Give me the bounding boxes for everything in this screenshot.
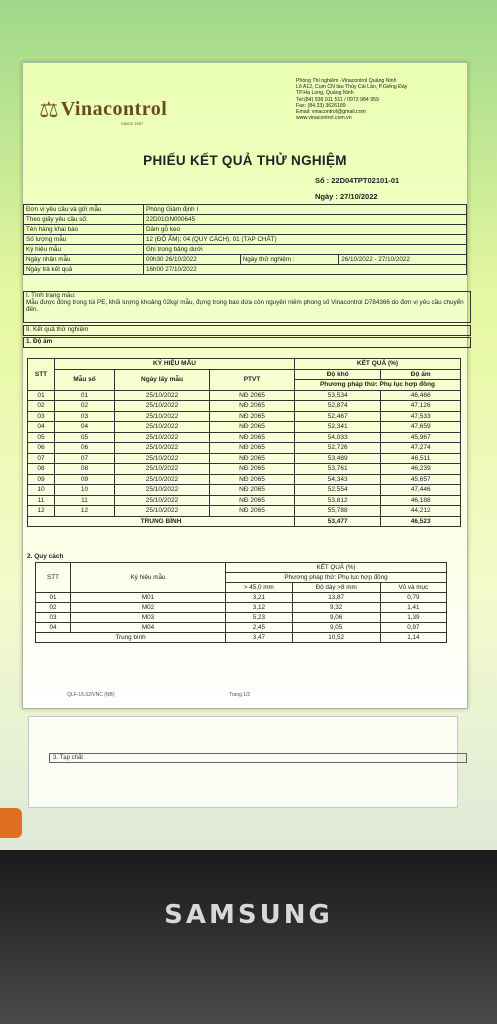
address-line: www.vinacontrol.com.vn bbox=[296, 115, 352, 122]
address-line: TP.Hạ Long, Quảng Ninh bbox=[296, 90, 354, 97]
logo-since: SINCE 1957 bbox=[121, 121, 144, 126]
vinacontrol-logo bbox=[39, 96, 168, 126]
table-row bbox=[28, 474, 461, 485]
sample-info-table bbox=[23, 204, 467, 275]
app-icon[interactable] bbox=[0, 808, 22, 838]
cell-dry: 52,341 bbox=[295, 422, 381, 433]
info-row bbox=[24, 265, 467, 275]
cell-stt: 10 bbox=[28, 485, 55, 496]
cell-c2: 9,05 bbox=[292, 623, 380, 633]
cell-date: 25/10/2022 bbox=[115, 401, 210, 412]
cell-moisture: 45,967 bbox=[381, 432, 461, 443]
cell-sample: M03 bbox=[71, 613, 226, 623]
cell-sample-no: 08 bbox=[55, 464, 115, 475]
info-label: Số lượng mẫu bbox=[24, 235, 144, 245]
info-extra-label: Ngày thử nghiệm : bbox=[240, 255, 339, 265]
cell-stt: 02 bbox=[28, 401, 55, 412]
col-sample-code: Ký hiệu mẫu bbox=[71, 563, 226, 593]
cell-stt: 04 bbox=[28, 422, 55, 433]
logo-name: Vinacontrol bbox=[60, 98, 168, 120]
monitor-bezel bbox=[0, 850, 497, 1024]
cell-vehicle: NĐ 2065 bbox=[210, 432, 295, 443]
page-number: Trang 1/2 bbox=[229, 692, 251, 698]
table-row bbox=[28, 495, 461, 506]
report-date: Ngày : 27/10/2022 bbox=[315, 192, 378, 201]
table-row bbox=[28, 506, 461, 517]
avg-label: TRUNG BÌNH bbox=[28, 516, 295, 527]
cell-dry: 53,489 bbox=[295, 453, 381, 464]
cell-moisture: 47,659 bbox=[381, 422, 461, 433]
info-label: Ngày nhận mẫu bbox=[24, 255, 144, 265]
info-row bbox=[24, 205, 467, 215]
cell-vehicle: NĐ 2065 bbox=[210, 474, 295, 485]
cell-sample-no: 05 bbox=[55, 432, 115, 443]
table-row bbox=[28, 485, 461, 496]
cell-c2: 9,32 bbox=[292, 603, 380, 613]
col-result: KẾT QUẢ (%) bbox=[226, 563, 447, 573]
info-value: Phòng Giám định I bbox=[144, 205, 467, 215]
cell-vehicle: NĐ 2065 bbox=[210, 506, 295, 517]
cell-c3: 0,97 bbox=[380, 623, 446, 633]
info-value: 00h30 26/10/2022 bbox=[144, 255, 241, 265]
sample-condition bbox=[23, 291, 471, 323]
cell-date: 25/10/2022 bbox=[115, 443, 210, 454]
sample-condition-title: I. Tình trạng mẫu: bbox=[26, 292, 76, 299]
cell-c3: 1,39 bbox=[380, 613, 446, 623]
cell-c1: 5,23 bbox=[226, 613, 293, 623]
table-header-row bbox=[28, 359, 461, 370]
col-moisture: Độ ẩm bbox=[381, 369, 461, 380]
cell-sample-no: 06 bbox=[55, 443, 115, 454]
cell-stt: 06 bbox=[28, 443, 55, 454]
cell-sample-no: 02 bbox=[55, 401, 115, 412]
info-row bbox=[24, 225, 467, 235]
cell-date: 25/10/2022 bbox=[115, 411, 210, 422]
lab-address bbox=[296, 78, 466, 121]
cell-c3: 0,79 bbox=[380, 593, 446, 603]
cell-sample-no: 10 bbox=[55, 485, 115, 496]
cell-vehicle: NĐ 2065 bbox=[210, 443, 295, 454]
cell-dry: 52,467 bbox=[295, 411, 381, 422]
table-row bbox=[28, 411, 461, 422]
cell-dry: 52,726 bbox=[295, 443, 381, 454]
cell-vehicle: NĐ 2065 bbox=[210, 464, 295, 475]
report-number: Số : 22D04TPT02101-01 bbox=[315, 176, 400, 185]
cell-dry: 52,874 bbox=[295, 401, 381, 412]
avg-dry: 53,477 bbox=[295, 516, 381, 527]
address-line: Email: vinacontrol@gmail.com bbox=[296, 109, 366, 116]
cell-stt: 11 bbox=[28, 495, 55, 506]
cell-date: 25/10/2022 bbox=[115, 453, 210, 464]
moisture-section-title: 1. Độ ẩm bbox=[23, 337, 471, 348]
cell-sample-no: 12 bbox=[55, 506, 115, 517]
cell-stt: 03 bbox=[28, 411, 55, 422]
document-page bbox=[22, 62, 468, 709]
cell-date: 25/10/2022 bbox=[115, 506, 210, 517]
cell-vehicle: NĐ 2065 bbox=[210, 422, 295, 433]
cell-moisture: 45,657 bbox=[381, 474, 461, 485]
cell-stt: 09 bbox=[28, 474, 55, 485]
table-row bbox=[28, 390, 461, 401]
cell-vehicle: NĐ 2065 bbox=[210, 411, 295, 422]
info-label: Ký hiệu mẫu bbox=[24, 245, 144, 255]
cell-moisture: 46,511 bbox=[381, 453, 461, 464]
avg-c3: 1,14 bbox=[380, 633, 446, 643]
col-sample-code: KÝ HIỆU MẪU bbox=[55, 359, 295, 370]
cell-stt: 12 bbox=[28, 506, 55, 517]
cell-sample: M04 bbox=[71, 623, 226, 633]
col-dry: Độ khô bbox=[295, 369, 381, 380]
cell-vehicle: NĐ 2065 bbox=[210, 453, 295, 464]
cell-moisture: 47,126 bbox=[381, 401, 461, 412]
table-row bbox=[28, 432, 461, 443]
avg-moisture: 46,523 bbox=[381, 516, 461, 527]
size-table bbox=[35, 562, 447, 643]
cell-dry: 52,554 bbox=[295, 485, 381, 496]
cell-sample: M02 bbox=[71, 603, 226, 613]
document-page-2 bbox=[28, 716, 458, 808]
sample-condition-text: Mẫu được đóng trong túi PE, khối lượng khoảng 02kg/ mẫu, đựng trong bao dứa còn nguyên niêm phong số Vinacontrol D784366 do đơn vị yêu cầu chuyển đến. bbox=[26, 299, 464, 313]
table-avg-row bbox=[28, 516, 461, 527]
cell-date: 25/10/2022 bbox=[115, 422, 210, 433]
col-sample-date: Ngày lấy mẫu bbox=[115, 369, 210, 390]
col-stt: STT bbox=[36, 563, 71, 593]
cell-dry: 53,761 bbox=[295, 464, 381, 475]
info-row bbox=[24, 215, 467, 225]
table-row bbox=[28, 464, 461, 475]
table-row bbox=[36, 623, 447, 633]
cell-c2: 9,06 bbox=[292, 613, 380, 623]
cell-c1: 2,45 bbox=[226, 623, 293, 633]
cell-moisture: 46,239 bbox=[381, 464, 461, 475]
cell-date: 25/10/2022 bbox=[115, 464, 210, 475]
address-line: Phòng Thí nghiệm -Vinacontrol Quảng Ninh bbox=[296, 78, 397, 84]
cell-dry: 53,534 bbox=[295, 390, 381, 401]
cell-sample-no: 09 bbox=[55, 474, 115, 485]
cell-sample-no: 03 bbox=[55, 411, 115, 422]
cell-stt: 07 bbox=[28, 453, 55, 464]
cell-dry: 54,343 bbox=[295, 474, 381, 485]
table-avg-row bbox=[36, 633, 447, 643]
cell-stt: 08 bbox=[28, 464, 55, 475]
info-value: Dăm gỗ keo bbox=[144, 225, 467, 235]
cell-sample: M01 bbox=[71, 593, 226, 603]
col-method: Phương pháp thử: Phụ lục hợp đồng bbox=[226, 573, 447, 583]
info-value: 16h00 27/10/2022 bbox=[144, 265, 467, 275]
info-extra-value: 26/10/2022 - 27/10/2022 bbox=[339, 255, 467, 265]
col-result: KẾT QUẢ (%) bbox=[295, 359, 461, 370]
avg-label: Trung bình bbox=[36, 633, 226, 643]
cell-c1: 3,12 bbox=[226, 603, 293, 613]
table-header-row bbox=[28, 369, 461, 380]
col-sample-no: Mẫu số bbox=[55, 369, 115, 390]
info-row bbox=[24, 245, 467, 255]
col-stt: STT bbox=[28, 359, 55, 391]
cell-stt: 04 bbox=[36, 623, 71, 633]
cell-sample-no: 07 bbox=[55, 453, 115, 464]
table-header-row bbox=[36, 563, 447, 573]
document-title: PHIẾU KẾT QUẢ THỬ NGHIỆM bbox=[143, 153, 347, 168]
cell-moisture: 47,274 bbox=[381, 443, 461, 454]
col-vehicle: PTVT bbox=[210, 369, 295, 390]
cell-moisture: 47,446 bbox=[381, 485, 461, 496]
col-bark: Vỏ và mục bbox=[380, 583, 446, 593]
monitor-brand: SAMSUNG bbox=[164, 900, 333, 930]
table-row bbox=[36, 603, 447, 613]
avg-c1: 3,47 bbox=[226, 633, 293, 643]
table-row bbox=[36, 613, 447, 623]
cell-stt: 05 bbox=[28, 432, 55, 443]
cell-dry: 54,033 bbox=[295, 432, 381, 443]
table-row bbox=[28, 443, 461, 454]
impurity-section-title: 3. Tạp chất bbox=[49, 753, 467, 763]
cell-stt: 02 bbox=[36, 603, 71, 613]
cell-sample-no: 11 bbox=[55, 495, 115, 506]
cell-vehicle: NĐ 2065 bbox=[210, 390, 295, 401]
cell-dry: 53,812 bbox=[295, 495, 381, 506]
address-line: Lô A12, Cụm CN tàu Thủy Cái Lân, P.Giếng Đáy bbox=[296, 84, 408, 91]
cell-moisture: 46,188 bbox=[381, 495, 461, 506]
cell-vehicle: NĐ 2065 bbox=[210, 485, 295, 496]
cell-date: 25/10/2022 bbox=[115, 432, 210, 443]
cell-sample-no: 01 bbox=[55, 390, 115, 401]
size-section-title: 2. Quy cách bbox=[27, 553, 64, 560]
cell-date: 25/10/2022 bbox=[115, 390, 210, 401]
info-row bbox=[24, 255, 467, 265]
table-row bbox=[28, 401, 461, 412]
address-line: Fax: (84.33) 3626189 bbox=[296, 102, 346, 109]
cell-stt: 01 bbox=[36, 593, 71, 603]
col-method: Phương pháp thử: Phụ lục hợp đồng bbox=[295, 380, 461, 391]
cell-date: 25/10/2022 bbox=[115, 495, 210, 506]
form-code: QLF-15.02/VNC (NB) bbox=[67, 692, 115, 698]
cell-date: 25/10/2022 bbox=[115, 474, 210, 485]
cell-sample-no: 04 bbox=[55, 422, 115, 433]
avg-c2: 10,52 bbox=[292, 633, 380, 643]
info-value: 12 (ĐỘ ẨM); 04 (QUY CÁCH); 01 (TẠP CHẤT) bbox=[144, 235, 467, 245]
info-label: Ngày trả kết quả bbox=[24, 265, 144, 275]
info-label: Tên hàng khai báo bbox=[24, 225, 144, 235]
info-label: Đơn vị yêu cầu và gửi mẫu bbox=[24, 205, 144, 215]
info-value: Ghi trong bảng dưới bbox=[144, 245, 467, 255]
info-value: 22D01GN000645 bbox=[144, 215, 467, 225]
cell-moisture: 46,466 bbox=[381, 390, 461, 401]
cell-c2: 13,87 bbox=[292, 593, 380, 603]
cell-stt: 01 bbox=[28, 390, 55, 401]
cell-date: 25/10/2022 bbox=[115, 485, 210, 496]
table-row bbox=[28, 453, 461, 464]
info-row bbox=[24, 235, 467, 245]
table-row bbox=[36, 593, 447, 603]
scales-icon: ⚖ bbox=[39, 96, 59, 122]
cell-vehicle: NĐ 2065 bbox=[210, 401, 295, 412]
cell-stt: 03 bbox=[36, 613, 71, 623]
cell-moisture: 47,533 bbox=[381, 411, 461, 422]
cell-c3: 1,41 bbox=[380, 603, 446, 613]
info-label: Theo giấy yêu cầu số: bbox=[24, 215, 144, 225]
address-line: Tel:(84) 936 011 511 / 0973 984 959 bbox=[296, 96, 379, 103]
moisture-table bbox=[27, 358, 461, 527]
cell-moisture: 44,212 bbox=[381, 506, 461, 517]
cell-dry: 55,788 bbox=[295, 506, 381, 517]
table-row bbox=[28, 422, 461, 433]
cell-vehicle: NĐ 2065 bbox=[210, 495, 295, 506]
test-results-title: II. Kết quả thử nghiệm bbox=[23, 325, 471, 336]
cell-c1: 3,21 bbox=[226, 593, 293, 603]
col-over-45: > 45,0 mm bbox=[226, 583, 293, 593]
col-thickness: Độ dày >8 mm bbox=[292, 583, 380, 593]
